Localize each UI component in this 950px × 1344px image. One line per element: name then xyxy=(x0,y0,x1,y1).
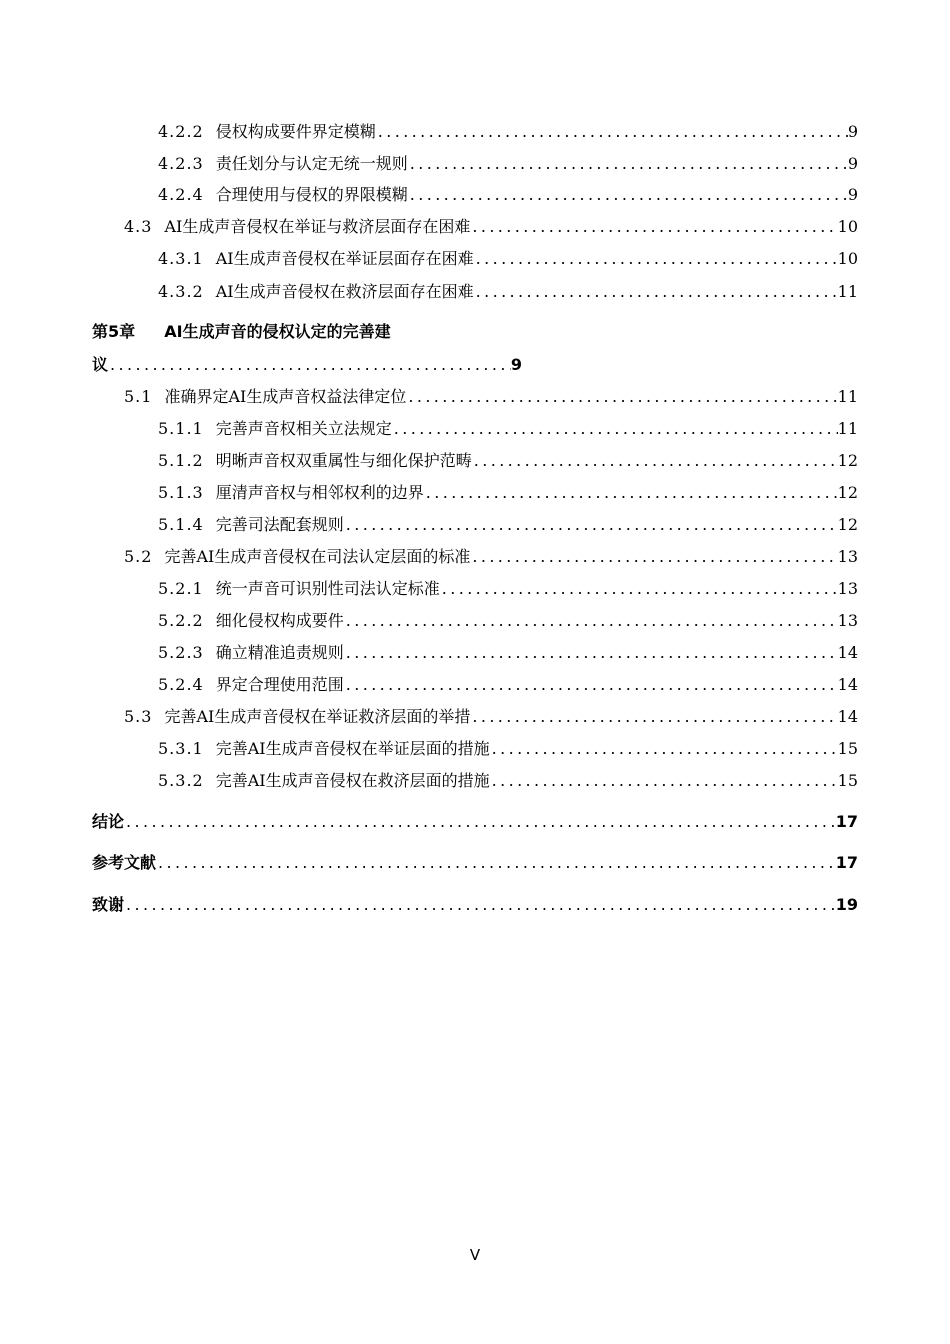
toc-entry-page: 12 xyxy=(837,451,858,470)
toc-entry-number: 4.3.2 xyxy=(158,282,204,301)
toc-entry[interactable] xyxy=(158,737,858,761)
toc-entry[interactable] xyxy=(158,481,858,505)
toc-entry-page: 17 xyxy=(835,812,858,831)
toc-entry-number: 5.1.4 xyxy=(158,515,204,534)
toc-entry-title: 统一声音可识别性司法认定标准 xyxy=(215,579,440,598)
toc-entry-title: 细化侵权构成要件 xyxy=(215,611,344,630)
toc-entry-title: AI生成声音侵权在举证与救济层面存在困难 xyxy=(164,217,471,236)
toc-entry-number: 4.3.1 xyxy=(158,249,204,268)
toc-entry-page: 13 xyxy=(837,579,858,598)
toc-entry-page: 17 xyxy=(835,853,858,872)
toc-entry-page: 19 xyxy=(835,895,858,914)
toc-entry-title: 完善司法配套规则 xyxy=(215,515,344,534)
dot-leader xyxy=(424,481,838,505)
toc-entry-page: 9 xyxy=(847,122,858,141)
toc-entry[interactable] xyxy=(158,280,858,304)
toc-entry-number: 4.2.3 xyxy=(158,154,204,173)
toc-entry-number: 5.2.4 xyxy=(158,675,204,694)
toc-entry[interactable] xyxy=(158,769,858,793)
toc-entry-page: 11 xyxy=(837,282,858,301)
toc-entry-page: 10 xyxy=(837,217,858,236)
toc-entry[interactable] xyxy=(158,673,858,697)
toc-entry-page: 13 xyxy=(837,547,858,566)
toc-entry[interactable] xyxy=(158,577,858,601)
toc-entry-number: 5.3.2 xyxy=(158,771,204,790)
toc-entry-title: 参考文献 xyxy=(92,853,157,872)
toc-entry-title: AI生成声音侵权在救济层面存在困难 xyxy=(215,282,474,301)
toc-entry-page: 14 xyxy=(837,643,858,662)
toc-entry[interactable] xyxy=(124,705,858,729)
toc-entry-page: 9 xyxy=(847,154,858,173)
toc-entry-number: 5.2 xyxy=(124,547,153,566)
toc-entry-title: 完善AI生成声音侵权在举证层面的措施 xyxy=(215,739,490,758)
dot-leader xyxy=(344,513,838,537)
toc-entry-page: 15 xyxy=(837,739,858,758)
toc-entry-title: 完善声音权相关立法规定 xyxy=(215,419,392,438)
toc-entry[interactable] xyxy=(158,513,858,537)
toc-entry-number: 4.2.4 xyxy=(158,185,204,204)
page-number: V xyxy=(469,1246,481,1264)
toc-entry-page: 15 xyxy=(837,771,858,790)
toc-entry[interactable] xyxy=(158,641,858,665)
toc-entry-number: 5.1 xyxy=(124,387,153,406)
toc-entry-page: 12 xyxy=(837,483,858,502)
dot-leader xyxy=(124,810,836,834)
toc-entry-number: 5.1.1 xyxy=(158,419,204,438)
toc-back-matter-entry[interactable] xyxy=(92,810,858,834)
dot-leader xyxy=(376,120,848,144)
toc-entry-title: 致谢 xyxy=(92,895,125,914)
dot-leader xyxy=(406,385,837,409)
dot-leader xyxy=(408,183,848,207)
toc-entry-page: 11 xyxy=(837,387,858,406)
dot-leader xyxy=(490,769,838,793)
toc-entry[interactable] xyxy=(158,449,858,473)
toc-chapter-heading-continued[interactable] xyxy=(92,353,522,377)
toc-entry-number: 5.2.3 xyxy=(158,643,204,662)
toc-entry-page: 9 xyxy=(847,185,858,204)
toc-entry-number: 5.1.3 xyxy=(158,483,204,502)
toc-entry-page: 12 xyxy=(837,515,858,534)
toc-entry-number: 5.3 xyxy=(124,707,153,726)
chapter-title-continued: 议 xyxy=(92,355,109,374)
toc-entry[interactable] xyxy=(158,183,858,207)
toc-entry[interactable] xyxy=(124,215,858,239)
dot-leader xyxy=(474,247,838,271)
dot-leader xyxy=(108,353,511,377)
chapter-label: 第5章 xyxy=(92,322,136,341)
dot-leader xyxy=(474,280,838,304)
toc-entry-page: 11 xyxy=(837,419,858,438)
toc-entry-title: AI生成声音侵权在举证层面存在困难 xyxy=(215,249,474,268)
toc-entry-title: 完善AI生成声音侵权在救济层面的措施 xyxy=(215,771,490,790)
toc-entry-title: 明晰声音权双重属性与细化保护范畴 xyxy=(215,451,472,470)
toc-entry-title: 合理使用与侵权的界限模糊 xyxy=(215,185,408,204)
toc-entry-page: 10 xyxy=(837,249,858,268)
toc-entry-number: 5.3.1 xyxy=(158,739,204,758)
toc-chapter-heading[interactable] xyxy=(92,320,391,344)
toc-entry-number: 5.2.1 xyxy=(158,579,204,598)
dot-leader xyxy=(470,215,837,239)
toc-entry[interactable] xyxy=(158,152,858,176)
toc-entry[interactable] xyxy=(124,385,858,409)
toc-entry-title: 确立精准追责规则 xyxy=(215,643,344,662)
chapter-title: AI生成声音的侵权认定的完善建 xyxy=(164,322,391,341)
dot-leader xyxy=(344,673,838,697)
toc-entry[interactable] xyxy=(158,609,858,633)
toc-entry-title: 侵权构成要件界定模糊 xyxy=(215,122,376,141)
toc-entry-page: 9 xyxy=(510,355,522,374)
dot-leader xyxy=(392,417,838,441)
toc-entry-page: 14 xyxy=(837,675,858,694)
toc-entry-page: 13 xyxy=(837,611,858,630)
toc-entry-title: 责任划分与认定无统一规则 xyxy=(215,154,408,173)
toc-entry[interactable] xyxy=(158,247,858,271)
toc-entry-number: 4.2.2 xyxy=(158,122,204,141)
dot-leader xyxy=(408,152,848,176)
dot-leader xyxy=(490,737,838,761)
toc-back-matter-entry[interactable] xyxy=(92,893,858,917)
toc-entry-title: 准确界定AI生成声音权益法律定位 xyxy=(164,387,407,406)
dot-leader xyxy=(124,893,836,917)
toc-entry-title: 界定合理使用范围 xyxy=(215,675,344,694)
toc-entry-number: 4.3 xyxy=(124,217,153,236)
dot-leader xyxy=(344,609,838,633)
toc-entry-title: 结论 xyxy=(92,812,125,831)
toc-entry-number: 5.1.2 xyxy=(158,451,204,470)
toc-entry-title: 完善AI生成声音侵权在举证救济层面的举措 xyxy=(164,707,471,726)
dot-leader xyxy=(344,641,838,665)
dot-leader xyxy=(440,577,838,601)
toc-entry[interactable] xyxy=(158,417,858,441)
dot-leader xyxy=(156,851,836,875)
dot-leader xyxy=(470,705,837,729)
toc-entry-title: 厘清声音权与相邻权利的边界 xyxy=(215,483,424,502)
dot-leader xyxy=(470,545,837,569)
toc-entry-number: 5.2.2 xyxy=(158,611,204,630)
toc-back-matter-entry[interactable] xyxy=(92,851,858,875)
toc-entry-title: 完善AI生成声音侵权在司法认定层面的标准 xyxy=(164,547,471,566)
toc-entry[interactable] xyxy=(158,120,858,144)
toc-entry[interactable] xyxy=(124,545,858,569)
dot-leader xyxy=(472,449,838,473)
toc-entry-page: 14 xyxy=(837,707,858,726)
